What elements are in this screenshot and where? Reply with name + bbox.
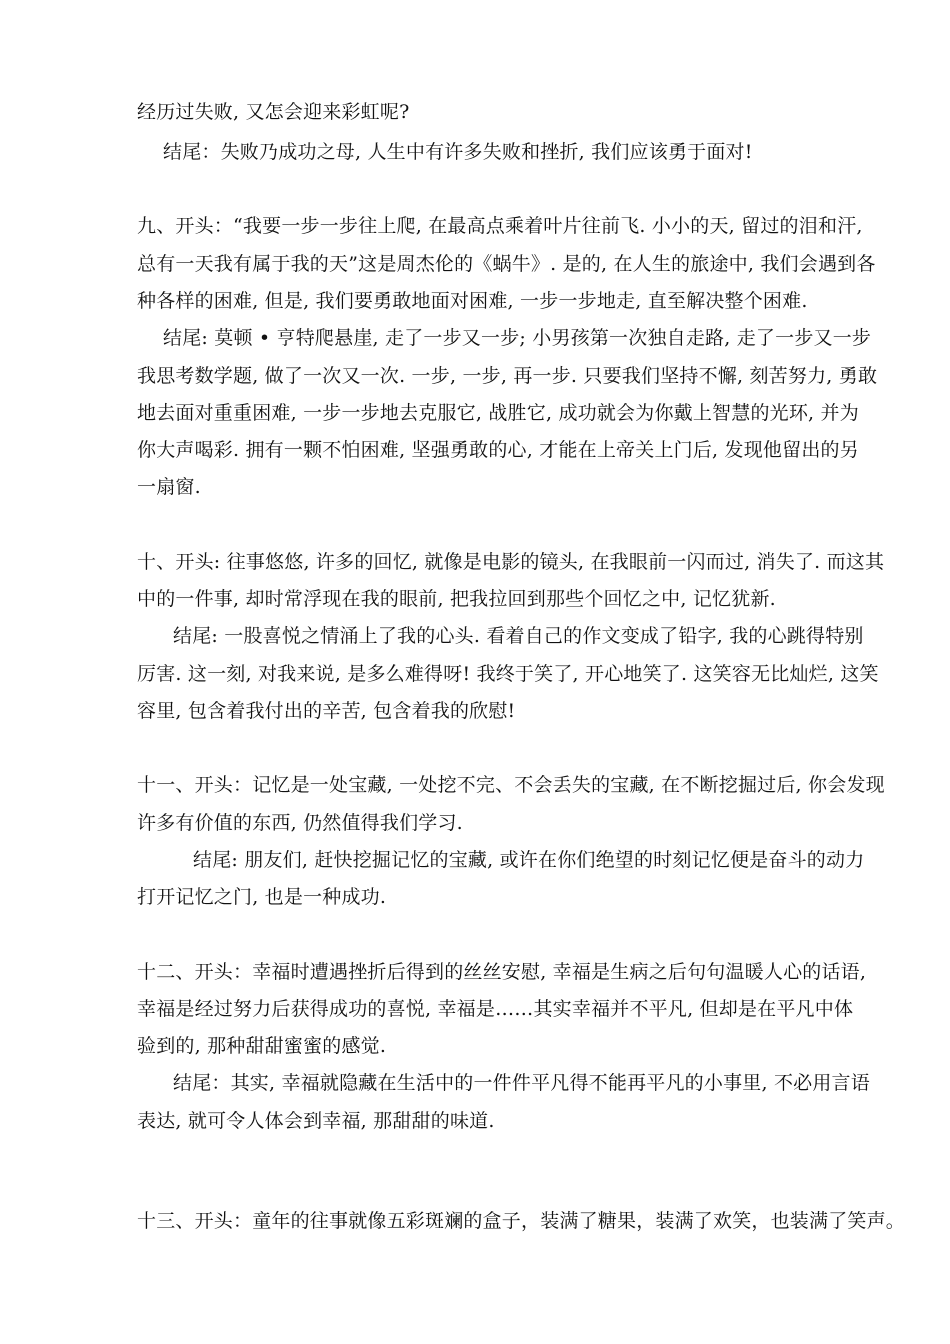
text-line: 验到的, 那种甜甜蜜蜜的感觉. xyxy=(137,1035,387,1057)
text-line: 幸福是经过努力后获得成功的喜悦, 幸福是……其实幸福并不平凡, 但却是在平凡中体 xyxy=(137,998,854,1020)
text-line: 经历过失败, 又怎会迎来彩虹呢? xyxy=(137,101,410,123)
text-line: 许多有价值的东西, 仍然值得我们学习. xyxy=(137,812,463,834)
text-line: 十、开头: 往事悠悠, 许多的回忆, 就像是电影的镜头, 在我眼前一闪而过, 消失了. 而这其 xyxy=(137,551,885,573)
text-line: 十二、开头：幸福时遭遇挫折后得到的丝丝安慰, 幸福是生病之后句句温暖人心的话语, xyxy=(137,961,867,983)
text-line: 种各样的困难, 但是, 我们要勇敢地面对困难, 一步一步地走, 直至解决整个困难. xyxy=(137,290,808,312)
text-line: 我思考数学题, 做了一次又一次. 一步, 一步, 再一步. 只要我们坚持不懈, 刻苦努力, 勇敢 xyxy=(137,365,878,387)
text-line: 打开记忆之门, 也是一种成功. xyxy=(137,886,387,908)
text-line: 十三、开头：童年的往事就像五彩斑斓的盒子，装满了糖果，装满了欢笑，也装满了笑声。 xyxy=(137,1210,906,1232)
text-line: 地去面对重重困难, 一步一步地去克服它, 战胜它, 成功就会为你戴上智慧的光环, 并为 xyxy=(137,402,859,424)
text-line: 结尾: 一股喜悦之情涌上了我的心头. 看着自己的作文变成了铅字, 我的心跳得特别 xyxy=(173,625,864,647)
text-line: 九、开头：“我要一步一步往上爬, 在最高点乘着叶片往前飞. 小小的天, 留过的泪和汗, xyxy=(137,215,863,237)
text-line: 容里, 包含着我付出的辛苦, 包含着我的欣慰! xyxy=(137,700,516,722)
text-line: 一扇窗. xyxy=(137,476,201,498)
text-line: 结尾：其实, 幸福就隐藏在生活中的一件件平凡得不能再平凡的小事里, 不必用言语 xyxy=(173,1072,870,1094)
text-line: 总有一天我有属于我的天”这是周杰伦的《蜗牛》. 是的, 在人生的旅途中, 我们会遇到各 xyxy=(137,253,876,275)
text-line: 十一、开头：记忆是一处宝藏, 一处挖不完、不会丢失的宝藏, 在不断挖掘过后, 你会发现 xyxy=(137,774,885,796)
text-line: 结尾: 朋友们, 赶快挖掘记忆的宝藏, 或许在你们绝望的时刻记忆便是奋斗的动力 xyxy=(193,849,865,871)
text-line: 你大声喝彩. 拥有一颗不怕困难, 坚强勇敢的心, 才能在上帝关上门后, 发现他留出的另 xyxy=(137,439,859,461)
text-line: 表达, 就可令人体会到幸福, 那甜甜的味道. xyxy=(137,1110,495,1132)
text-line: 厉害. 这一刻, 对我来说, 是多么难得呀! 我终于笑了, 开心地笑了. 这笑容无比灿烂, 这笑 xyxy=(137,663,879,685)
text-line: 结尾：失败乃成功之母, 人生中有许多失败和挫折, 我们应该勇于面对! xyxy=(163,141,753,163)
text-line: 中的一件事, 却时常浮现在我的眼前, 把我拉回到那些个回忆之中, 记忆犹新. xyxy=(137,588,776,610)
text-line: 结尾: 莫顿 • 亨特爬悬崖, 走了一步又一步; 小男孩第一次独自走路, 走了一步又一步 xyxy=(163,327,872,349)
